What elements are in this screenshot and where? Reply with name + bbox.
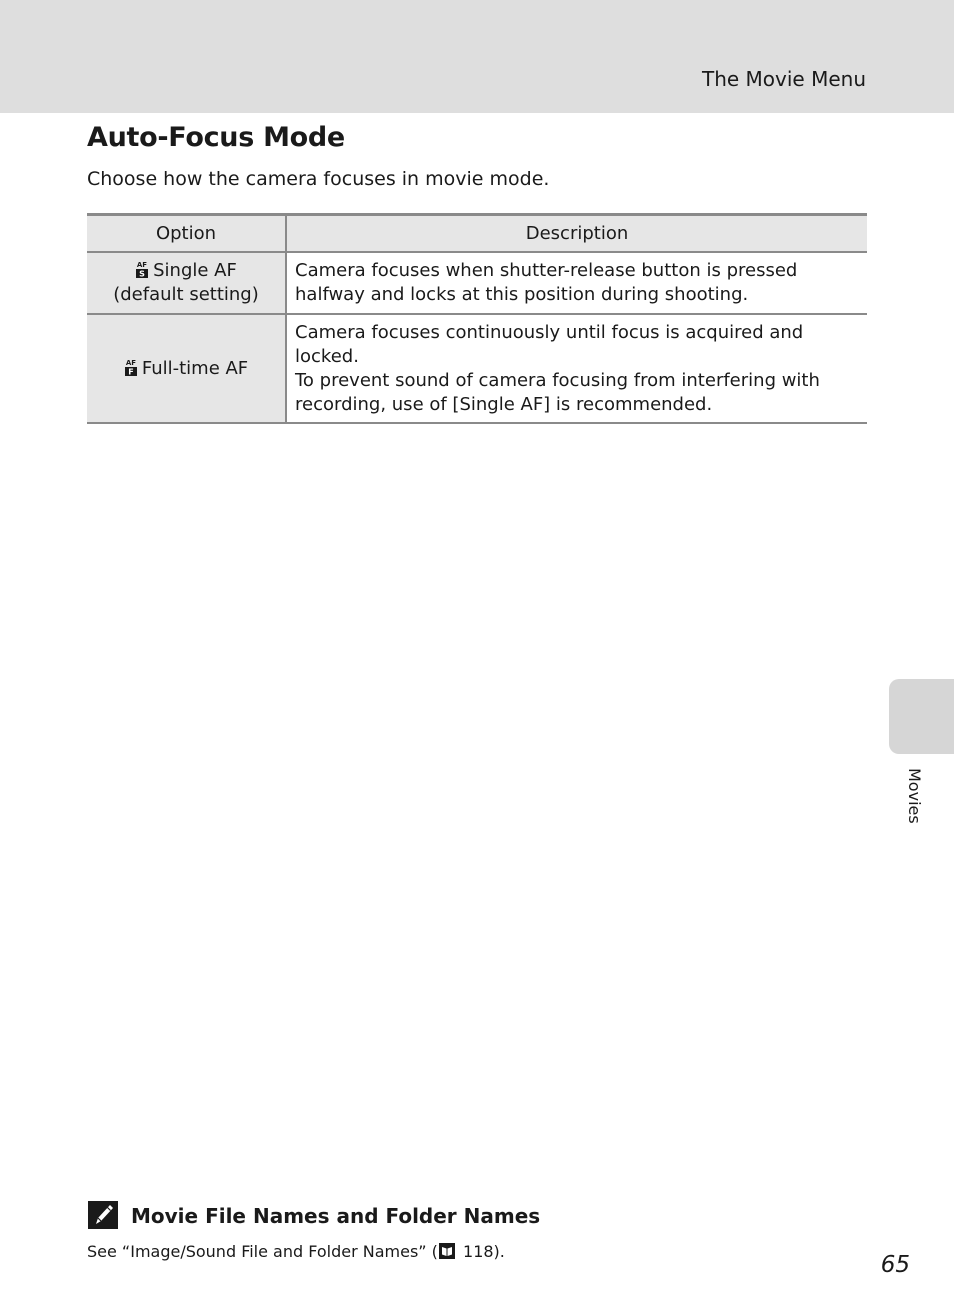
chapter-tab: [889, 679, 954, 754]
svg-text:AF: AF: [125, 358, 136, 367]
pencil-note-icon: [88, 1201, 118, 1229]
page-reference-icon: [439, 1243, 455, 1259]
option-name: Single AF: [153, 260, 237, 281]
note-text: [87, 1241, 505, 1263]
description-cell-single-af: [286, 252, 867, 314]
svg-text:S: S: [139, 269, 146, 278]
option-label-line: [93, 357, 279, 381]
column-header-option: Option: [87, 215, 286, 253]
single-af-icon: [135, 260, 149, 278]
option-default-note: (default setting): [113, 284, 259, 305]
section-title: The Movie Menu: [701, 67, 866, 91]
description-cell-full-time-af: [286, 314, 867, 423]
page-number: 65: [880, 1252, 910, 1278]
svg-text:AF: AF: [137, 261, 148, 269]
option-cell-full-time-af: [87, 314, 286, 423]
description-text: Camera focuses when shutter-release button is pressed halfway and locks at this position during shooting.: [295, 260, 798, 305]
table-row-full-time-af: [87, 314, 867, 423]
note-text-after: 118).: [457, 1242, 505, 1261]
note-text-before: See “Image/Sound File and Folder Names” (: [87, 1242, 438, 1261]
note-title: Movie File Names and Folder Names: [131, 1204, 541, 1228]
header-band: [0, 0, 954, 113]
table-header-row: [87, 215, 867, 253]
chapter-tab-label: Movies: [905, 768, 924, 824]
option-label-line: [93, 259, 279, 283]
option-cell-single-af: [87, 252, 286, 314]
page-title: Auto-Focus Mode: [87, 122, 345, 153]
description-text: To prevent sound of camera focusing from interfering with recording, use of [Single AF] is recommended.: [295, 369, 820, 415]
options-table: [87, 213, 867, 424]
full-time-af-icon: [124, 358, 138, 376]
column-header-description: Description: [286, 215, 867, 253]
svg-text:F: F: [128, 367, 134, 376]
table-row-single-af: [87, 252, 867, 314]
option-name: Full-time AF: [141, 357, 249, 379]
intro-text: Choose how the camera focuses in movie mode.: [87, 168, 550, 190]
description-text: Camera focuses continuously until focus is acquired and locked.: [295, 321, 804, 367]
